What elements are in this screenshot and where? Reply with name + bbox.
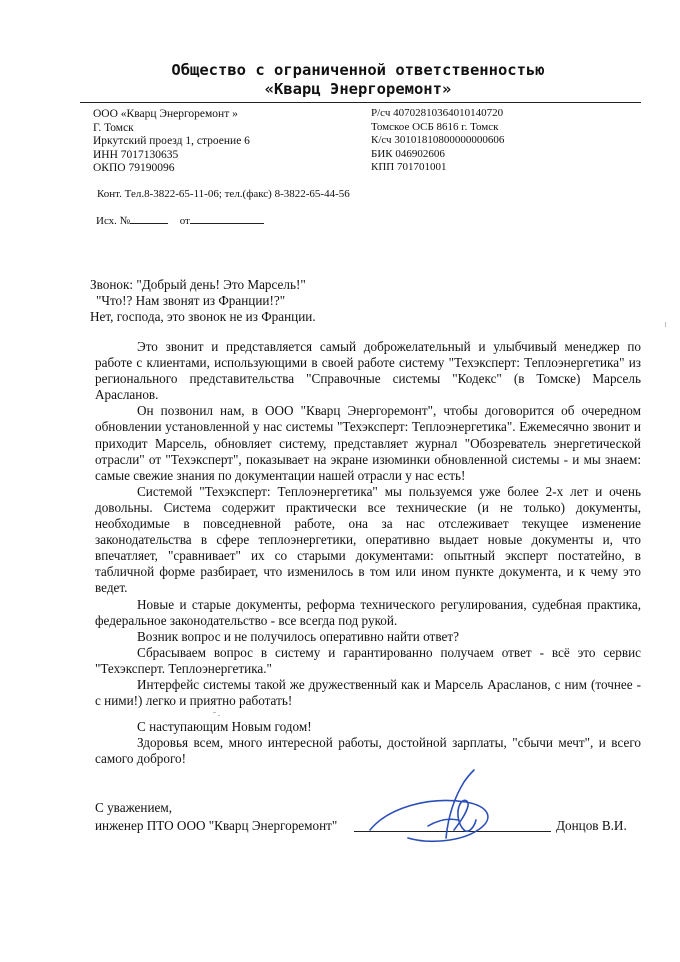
body-paragraph: Новые и старые документы, реформа технического регулирования, судебная практика, федеральное законодательство - все всегда под рукой.	[95, 596, 641, 628]
signer-position: инженер ПТО ООО "Кварц Энергоремонт"	[95, 818, 338, 833]
body-paragraph: Он позвонил нам, в ООО "Кварц Энергоремонт", чтобы договорится об очередном обновлении установленной у нас системы "Техэксперт: Теплоэнергетика". Ежемесячно звонит и приходит Марсель, обновляет систему, представляет журнал "Обозреватель энергетической отрасли" от "Техэксперт", показывает на экране изюминки обновленной системы - и мы знаем: самые свежие знания по документации нашей отрасли у нас есть!	[95, 403, 641, 483]
requisite-kpp: КПП 701701001	[371, 161, 447, 174]
requisite-city: Г. Томск	[93, 121, 134, 134]
requisite-account: Р/сч 40702810364010140720	[371, 107, 504, 119]
handwritten-signature	[368, 768, 508, 858]
header-divider	[80, 102, 641, 103]
requisite-okpo: ОКПО 79190096	[93, 162, 175, 175]
closing-block	[95, 719, 641, 767]
body-paragraph: Системой "Техэксперт: Теплоэнергетика" мы пользуемся уже более 2-х лет и очень довольны. Система содержит практически все технические (и не только) документы, необходимые в повседневной работе, она за нас отслеживает текущее изменение законодательства в сфере теплоэнергетики, оперативно выдает новые документы и, что впечатляет, "сравнивает" их со старыми документами: опытный эксперт постатейно, в табличной форме разбирает, что изменилось в том или ином пункте документа, и к чему это ведет.	[95, 483, 641, 596]
ref-number-label: Исх. №	[96, 215, 131, 227]
scan-speck	[213, 712, 216, 713]
greeting-line-3: Нет, господа, это звонок не из Франции.	[90, 309, 316, 325]
closing-wishes: Здоровья всем, много интересной работы, достойной зарплаты, "сбычи мечт", и всего самого доброго!	[95, 735, 641, 767]
org-name-line2: «Кварц Энергоремонт»	[264, 80, 452, 98]
ref-date-label: от	[179, 215, 190, 227]
org-name-line1: Общество с ограниченной ответственностью	[171, 61, 545, 79]
signer-name: Донцов В.И.	[556, 818, 627, 833]
scan-speck	[218, 715, 220, 716]
regards-line: С уважением,	[95, 800, 172, 815]
requisite-bik: БИК 046902606	[371, 147, 445, 160]
scan-speck	[665, 322, 666, 327]
body-paragraph: Интерфейс системы такой же дружественный как и Марсель Арасланов, с ним (точнее - с ними!) легко и приятно работать!	[95, 676, 641, 709]
closing-holiday: С наступающим Новым годом!	[137, 719, 312, 734]
requisite-company: ООО «Кварц Энергоремонт »	[93, 108, 238, 120]
body-paragraph: Это звонит и представляется самый доброжелательный и улыбчивый менеджер по работе с клиентами, использующими в своей работе систему "Техэксперт: Теплоэнергетика" из регионального представительства "Справочные системы "Кодекс" (в Томске) Марсель Арасланов.	[95, 339, 641, 403]
contacts-line: Конт. Тел.8-3822-65-11-06; тел.(факс) 8-3822-65-44-56	[97, 188, 350, 200]
requisite-bank: Томское ОСБ 8616 г. Томск	[371, 120, 499, 133]
requisites-left	[93, 108, 250, 176]
requisite-inn: ИНН 7017130635	[93, 148, 179, 161]
letter-body	[95, 339, 641, 709]
body-paragraph: Сбрасываем вопрос в систему и гарантированно получаем ответ - всё это сервис "Техэксперт. Теплоэнергетика."	[95, 644, 641, 676]
greeting-line-1: Звонок: "Добрый день! Это Марсель!"	[90, 277, 306, 292]
requisite-corr-account: К/сч 30101810800000000606	[371, 134, 505, 147]
body-paragraph: Возник вопрос и не получилось оперативно найти ответ?	[137, 628, 459, 644]
ref-date-blank	[190, 214, 264, 224]
outgoing-reference	[96, 214, 264, 227]
greeting-block	[90, 277, 636, 325]
ref-number-blank	[130, 214, 168, 224]
requisites-right	[371, 107, 504, 175]
requisite-address: Иркутский проезд 1, строение 6	[93, 135, 250, 148]
greeting-line-2: "Что!? Нам звонят из Франции!?"	[96, 293, 286, 309]
